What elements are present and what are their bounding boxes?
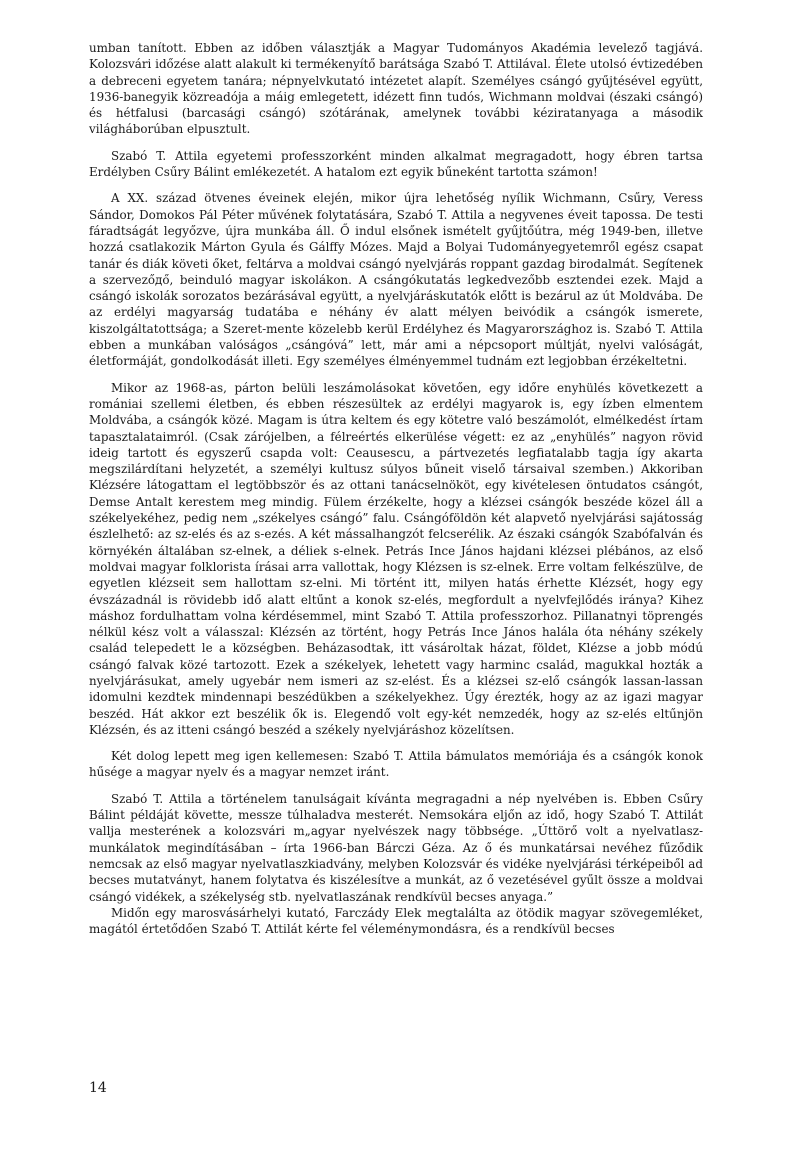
- paragraph-6: Szabó T. Attila a történelem tanulságait kívánta megragadni a nép nyelvében is. Ebben Csűry Bálint példáját követte, messze túlhaladva mesterét. Nemsokára eljőn az idő, hogy Szabó T. Attilát vallja mesterének a kolozsvári m„agyar nyelvészek nagy többsége. „Úttörő volt a nyelvatlasz-munkálatok megindításában – írta 1966-ban Bárczi Géza. Az ő és munkatársai nevéhez fűződik nemcsak az első magyar nyelvatlaszkiadvány, melyben Kolozsvár és vidéke nyelvjárási térképeiből ad becses mutatványt, hanem folytatva és kiszélesítve a munkát, az ő vezetésével gyűlt össze a moldvai csángó vidékek, a székelység stb. nyelvatlaszának rendkívül becses anyaga.”: [89, 791, 703, 904]
- paragraph-gap: [89, 738, 703, 748]
- paragraph-gap: [89, 180, 703, 190]
- page-body: [89, 40, 703, 937]
- paragraph-1: umban tanított. Ebben az időben választják a Magyar Tudományos Akadémia levelező tagjává. Kolozsvári időzése alatt alakult ki termékenyítő barátsága Szabó T. Attilával. Élete utolsó évtizedében a debreceni egyetem tanára; népnyelvkutató intézetet alapít. Személyes csángó gyűjtésével együtt, 1936-banegyik közreadója a máig emlegetett, idézett finn tudós, Wichmann moldvai (északi csángó) és hétfalusi (barcasági csángó) szótárának, amelynek további kéziratanyaga a második világháborúban elpusztult.: [89, 41, 703, 137]
- paragraph-gap: [89, 138, 703, 148]
- paragraph-3: A XX. század ötvenes éveinek elején, mikor újra lehetőség nyílik Wichmann, Csűry, Veress Sándor, Domokos Pál Péter művének folytatására, Szabó T. Attila a negyvenes éveit tapossa. De testi fáradtságát legyőzve, újra munkába áll. Ő indul elsőnek ismételt gyűjtőútra, még 1949-ben, illetve hozzá csatlakozik Márton Gyula és Gálffy Mózes. Majd a Bolyai Tudományegyetemről egész csapat tanár és diák követi őket, feltárva a moldvai csángó nyelvjárás roppant gazdag birodalmát. Segítenek a szervezőдő, beinduló magyar iskolákon. A csángókutatás legkedvezőbb esztendei ezek. Majd a csángó iskolák sorozatos bezárásával együtt, a nyelvjáráskutatók előtt is bezárul az út Moldvába. De az erdélyi magyarság tudatába e néhány év alatt mélyen beivódik a csángók ismerete, kiszolgáltatottsága; a Szeret-mente közеlebb kerül Erdélyhez és Magyarországhoz is. Szabó T. Attila ebben a munkában valóságos „csángóvá” lett, már ami a népcsoport múltját, nyelvi valóságát, életformáját, gondolkodását illeti. Egy személyes élményemmel tudnám ezt legjobban érzékeltetni.: [89, 191, 703, 369]
- page-number: 14: [89, 1080, 107, 1096]
- paragraph-7: Midőn egy marosvásárhelyi kutató, Farczády Elek megtalálta az ötödik magyar szövegemléket, magától értetődően Szabó T. Attilát kérte fel véleménymondásra, és a rendkívül becses: [89, 905, 703, 937]
- paragraph-4: Mikor az 1968-as, párton belüli leszámolásokat követően, egy időre enyhülés következett a romániai szellemi életben, és ebben részesültek az erdélyi magyarok is, egy ízben elmentem Moldvába, a csángók közé. Magam is útra keltem és egy kötetre való beszámolót, elmélkedést írtam tapasztalataimról. (Csak zárójelben, a félreértés elkerülése végett: ez az „enyhülés” nagyon rövid ideig tartott és egyszerű csapda volt: Ceausescu, a pártvezetés legfiatalabb tagja így akarta megszilárdítani helyzetét, a személyi kultusz súlyos bűneit viselő társaival szemben.) Akkoriban Klézsére látogattam el legtöbbször és az ottani tanácselnököt, egy kivételesen öntudatos csángót, Demse Antalt kerestem meg mindig. Fülem érzékelte, hogy a klézsei csángók beszéde közel áll a székelyekéhez, pedig nem „székelyes csángó” falu. Csángóföldön két alapvető nyelvjárási sajátosság észlelhető: az sz-elés és az s-ezés. A két mássalhangzót felcserélik. Az északi csángók Szabófalván és környékén általában sz-elnek, a déliek s-elnek. Petrás Ince János hajdani klézsei plébános, az első moldvai magyar folklorista írásai arra vallottak, hogy Klézsen is sz-elnek. Erre voltam felkészülve, de egyetlen klézseit sem hallottam sz-elni. Mi történt itt, milyen hatás érhette Klézsét, hogy egy évszázadnál is rövidebb idő alatt eltűnt a konok sz-elés, megfordult a nyelvfejlődés iránya? Kihez máshoz fordulhattam volna kérdésemmel, mint Szabó T. Attila professzorhoz. Pillanatnyi töprengés nélkül kész volt a válasszal: Klézsén az történt, hogy Petrás Ince János halála óta néhány székely család telepedett le a községben. Beházasodtak, itt vásároltak házat, földet, Klézse a jobb módú csángó falvak közé tartozott. Ezek a székelyek, lehetett vagy harminc család, magukkal hozták a nyelvjárásukat, amely ugyebár nem ismeri az sz-elést. És a klézsei sz-elő csángók lassan-lassan idomulni kezdtek mindennapi beszédükben a székelyekhez. Úgy érezték, hogy az az igazi magyar beszéd. Hát akkor ezt beszélik ők is. Elegendő volt egy-két nemzedék, hogy az sz-elés eltűnjön Klézsén, és az itteni csángó beszéd a székely nyelvjáráshoz közelítsen.: [89, 380, 703, 737]
- paragraph-2: Szabó T. Attila egyetemi professzorként minden alkalmat megragadott, hogy ébren tartsa Erdélyben Csűry Bálint emlékezetét. A hatalom ezt egyik bűneként tartotta számon!: [89, 148, 703, 180]
- paragraph-5: Két dolog lepett meg igen kellemesen: Szabó T. Attila bámulatos memóriája és a csángók konok hűsége a magyar nyelv és a magyar nemzet iránt.: [89, 749, 703, 780]
- paragraph-gap: [89, 370, 703, 380]
- paragraph-gap: [89, 781, 703, 791]
